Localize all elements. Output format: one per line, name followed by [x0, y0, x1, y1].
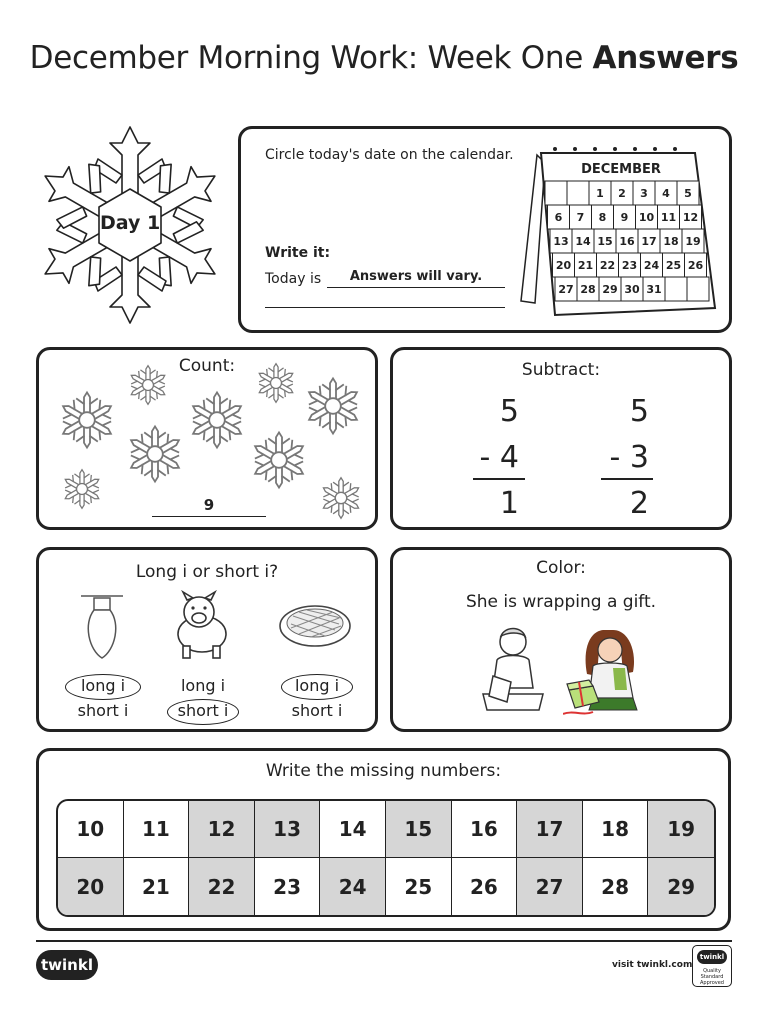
calendar-day: 10: [638, 211, 655, 224]
snowflake-icon: [61, 468, 103, 510]
calendar-day: 18: [663, 235, 679, 248]
badge-text: Quality Standard Approved: [700, 968, 724, 986]
long-i-option: long i: [80, 676, 126, 695]
twinkl-logo: twinkl: [36, 950, 98, 980]
number-grid: [56, 799, 716, 917]
snowflake-icon: [319, 476, 363, 520]
long-i-option: long i: [294, 676, 340, 695]
subtract-bar: [473, 478, 525, 480]
calendar-day: 25: [665, 259, 682, 272]
calendar-day: 3: [640, 187, 648, 200]
snowflake-icon: [303, 376, 363, 436]
subtract-answer: 2: [629, 486, 649, 521]
calendar-day: 7: [576, 211, 585, 224]
calendar-day: 5: [684, 187, 692, 200]
date-section: [238, 126, 732, 333]
number-cell: 19: [648, 801, 714, 858]
missing-numbers-section: [36, 748, 731, 931]
page-title: December Morning Work: Week One Answers: [29, 40, 739, 76]
boy-reading-icon: [479, 624, 547, 720]
calendar-day: 12: [682, 211, 699, 224]
number-cell: 14: [320, 801, 386, 858]
number-cell: 10: [58, 801, 124, 858]
answer-line: [152, 516, 266, 517]
number-cell: 23: [255, 858, 321, 915]
missing-numbers-title: Write the missing numbers:: [265, 761, 502, 781]
calendar-day: 14: [575, 235, 591, 248]
calendar-day: 23: [621, 259, 638, 272]
count-section: [36, 347, 378, 530]
pie-icon: [277, 602, 353, 648]
calendar-cell[interactable]: [687, 277, 709, 301]
calendar-day: 21: [577, 259, 594, 272]
write-it-label: Write it:: [265, 245, 331, 261]
count-answer: 9: [203, 496, 215, 514]
calendar-day: 19: [685, 235, 701, 248]
calendar-day: 26: [687, 259, 704, 272]
long-short-title: Long i or short i?: [135, 562, 279, 582]
badge-logo: twinkl: [697, 950, 727, 964]
number-cell: 22: [189, 858, 255, 915]
calendar-day: 2: [618, 187, 626, 200]
subtract-bottom: - 4: [479, 440, 519, 475]
short-i-option: short i: [177, 701, 229, 720]
calendar-day: 11: [660, 211, 677, 224]
snowflake-icon: [57, 390, 117, 450]
calendar-day: 1: [596, 187, 604, 200]
snowflake-icon: [255, 362, 297, 404]
number-cell: 26: [452, 858, 518, 915]
subtract-bar: [601, 478, 653, 480]
calendar-cell[interactable]: [665, 277, 687, 301]
calendar-day: 28: [580, 283, 596, 296]
short-i-option: short i: [291, 701, 343, 720]
short-i-option: short i: [77, 701, 129, 720]
color-title: Color:: [536, 558, 586, 578]
snowflake-icon: [125, 424, 185, 484]
light-bulb-icon: [75, 592, 129, 662]
calendar-day: 13: [553, 235, 569, 248]
desk-calendar: [515, 143, 725, 323]
number-cell: 15: [386, 801, 452, 858]
snowflake-icon: [127, 364, 169, 406]
today-answer: Answers will vary.: [349, 269, 483, 284]
calendar-day: 6: [554, 211, 563, 224]
day-label: Day 1: [100, 212, 161, 234]
calendar-day: 17: [641, 235, 657, 248]
number-cell: 12: [189, 801, 255, 858]
number-cell: 16: [452, 801, 518, 858]
quality-badge: [692, 945, 732, 987]
long-i-option: long i: [180, 676, 226, 695]
subtract-title: Subtract:: [521, 360, 601, 380]
calendar-day: 20: [555, 259, 572, 272]
date-instruction: Circle today's date on the calendar.: [265, 147, 514, 163]
number-cell: 24: [320, 858, 386, 915]
calendar-day: 27: [558, 283, 574, 296]
number-cell: 28: [583, 858, 649, 915]
subtract-answer: 1: [499, 486, 519, 521]
number-cell: 13: [255, 801, 321, 858]
calendar-day: 16: [619, 235, 635, 248]
today-is-label: Today is: [265, 271, 322, 287]
number-cell: 11: [124, 801, 190, 858]
calendar-day: 31: [646, 283, 662, 296]
long-short-section: [36, 547, 378, 732]
calendar-day: 22: [599, 259, 616, 272]
calendar-day: 30: [624, 283, 640, 296]
visit-link[interactable]: visit twinkl.com: [612, 960, 693, 970]
subtract-section: [390, 347, 732, 530]
footer-divider: [36, 940, 732, 942]
number-cell: 18: [583, 801, 649, 858]
color-section: [390, 547, 732, 732]
number-cell: 21: [124, 858, 190, 915]
calendar-day: 9: [620, 211, 629, 224]
calendar-cell[interactable]: [545, 181, 567, 205]
calendar-month: DECEMBER: [581, 162, 661, 177]
subtract-top: 5: [499, 394, 519, 429]
calendar-day: 4: [662, 187, 670, 200]
count-title: Count:: [178, 356, 236, 376]
number-cell: 29: [648, 858, 714, 915]
number-cell: 27: [517, 858, 583, 915]
color-sentence: She is wrapping a gift.: [465, 592, 657, 612]
subtract-top: 5: [629, 394, 649, 429]
snowflake-icon: [187, 390, 247, 450]
girl-wrapping-gift-icon: [563, 624, 663, 720]
calendar-day: 15: [597, 235, 613, 248]
answer-line-2: [265, 307, 505, 308]
calendar-day: 24: [643, 259, 660, 272]
number-cell: 17: [517, 801, 583, 858]
calendar-day: 8: [598, 211, 607, 224]
subtract-bottom: - 3: [609, 440, 649, 475]
calendar-day: 29: [602, 283, 618, 296]
snowflake-icon: [249, 430, 309, 490]
number-cell: 25: [386, 858, 452, 915]
calendar-cell[interactable]: [567, 181, 589, 205]
pig-icon: [169, 590, 235, 662]
answer-line: [327, 287, 505, 288]
number-cell: 20: [58, 858, 124, 915]
calendar-grid: [545, 181, 709, 301]
